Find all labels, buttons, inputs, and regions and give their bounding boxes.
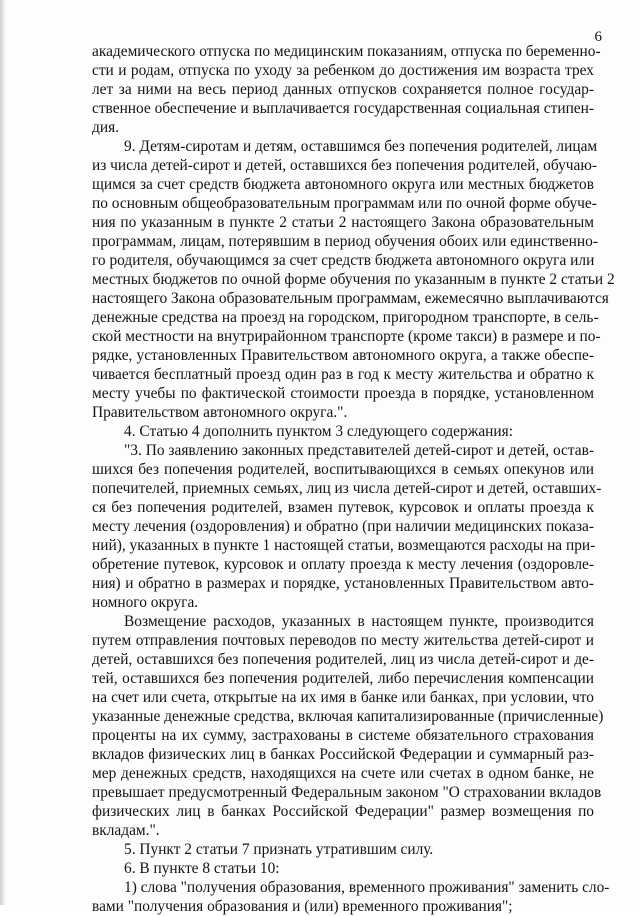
text-line: 6. В пункте 8 статьи 10:: [124, 860, 280, 877]
text-line: вами "получения образования и (или) временного проживания";: [92, 898, 513, 915]
text-line: на счет или счета, открытые на их имя в банке или банках, при условии, что: [92, 689, 594, 706]
text-line: ственное обеспечение и выплачивается государственная социальная стипен-: [92, 100, 594, 117]
text-line: дия.: [92, 119, 119, 136]
text-line: щимся за счет средств бюджета автономного округа или местных бюджетов: [92, 176, 594, 193]
text-line: программам, лицам, потерявшим в период обучения обоих или единственно-: [92, 233, 598, 250]
text-line: сти и родам, отпуска по уходу за ребенком до достижения им возраста трех: [92, 62, 594, 79]
text-line: указанные денежные средства, включая капитализированные (причисленные): [92, 708, 604, 725]
text-line: денежные средства на проезд на городском, пригородном транспорте, в сель-: [92, 309, 599, 326]
text-line: месту учебы по фактической стоимости проезда в порядке, установленном: [92, 385, 594, 402]
page-number: 6: [594, 29, 602, 45]
text-line: настоящего Закона образовательным программам, ежемесячно выплачиваются: [92, 290, 609, 307]
text-line: чивается бесплатный проезд один раз в год к месту жительства и обратно к: [92, 366, 594, 383]
text-line: Правительством автономного округа.".: [92, 404, 348, 421]
text-line: путем отправления почтовых переводов по месту жительства детей-сирот и: [92, 632, 594, 649]
text-line: тей, оставшихся без попечения родителей, либо перечисления компенсации: [92, 670, 594, 687]
text-line: шихся без попечения родителей, воспитывающихся в семьях опекунов или: [92, 461, 594, 478]
text-line: 9. Детям-сиротам и детям, оставшимся без попечения родителей, лицам: [124, 138, 598, 155]
text-line: лет за ними на весь период данных отпусков сохраняется полное государ-: [92, 81, 594, 98]
text-line: 5. Пункт 2 статьи 7 признать утратившим силу.: [124, 841, 434, 858]
text-line: Возмещение расходов, указанных в настоящем пункте, производится: [124, 613, 594, 630]
text-line: рядке, установленных Правительством автономного округа, а также обеспе-: [92, 347, 594, 364]
text-line: "3. По заявлению законных представителей детей-сирот и детей, остав-: [124, 442, 594, 459]
text-line: академического отпуска по медицинским показаниям, отпуска по беременно-: [92, 43, 601, 60]
text-line: 1) слова "получения образования, временного проживания" заменить сло-: [124, 879, 610, 896]
text-line: местных бюджетов по очной форме обучения по указанным в пункте 2 статьи 2: [92, 271, 615, 288]
text-line: 4. Статью 4 дополнить пунктом 3 следующего содержания:: [124, 423, 513, 440]
text-line: вкладам.".: [92, 822, 160, 839]
text-line: попечителей, приемных семьях, лиц из числа детей-сирот и детей, оставших-: [92, 480, 602, 497]
text-line: ний), указанных в пункте 1 настоящей статьи, возмещаются расходы на при-: [92, 537, 596, 554]
text-line: ния) и обратно в размерах и порядке, установленных Правительством авто-: [92, 575, 594, 592]
document-body: [92, 42, 615, 916]
text-line: месту лечения (оздоровления) и обратно (при наличии медицинских показа-: [92, 518, 594, 535]
text-line: ской местности на внутрирайонном транспорте (кроме такси) в размере и по-: [92, 328, 601, 345]
text-line: проценты на их сумму, застрахованы в системе обязательного страхования: [92, 727, 594, 744]
text-line: ся без попечения родителей, взамен путевок, курсовок и оплаты проезда к: [92, 499, 594, 516]
text-line: вкладов физических лиц в банках Российской Федерации и суммарный раз-: [92, 746, 594, 763]
text-line: го родителя, обучающимся за счет средств бюджета автономного округа или: [92, 252, 595, 269]
text-line: обретение путевок, курсовок и оплату проезда к месту лечения (оздоровле-: [92, 556, 594, 573]
text-line: превышает предусмотренный Федеральным законом "О страховании вкладов: [92, 784, 602, 801]
text-line: ния по указанным в пункте 2 статьи 2 настоящего Закона образовательным: [92, 214, 594, 231]
text-line: номного округа.: [92, 594, 199, 611]
text-line: мер денежных средств, находящихся на счете или счетах в одном банке, не: [92, 765, 594, 782]
text-line: физических лиц в банках Российской Федерации" размер возмещения по: [92, 803, 594, 820]
text-line: по основным общеобразовательным программам или по очной форме обуче-: [92, 195, 597, 212]
text-line: детей, оставшихся без попечения родителей, лиц из числа детей-сирот и де-: [92, 651, 594, 668]
text-line: из числа детей-сирот и детей, оставшихся без попечения родителей, обучаю-: [92, 157, 597, 174]
scan-edge-shadow: [0, 0, 6, 905]
